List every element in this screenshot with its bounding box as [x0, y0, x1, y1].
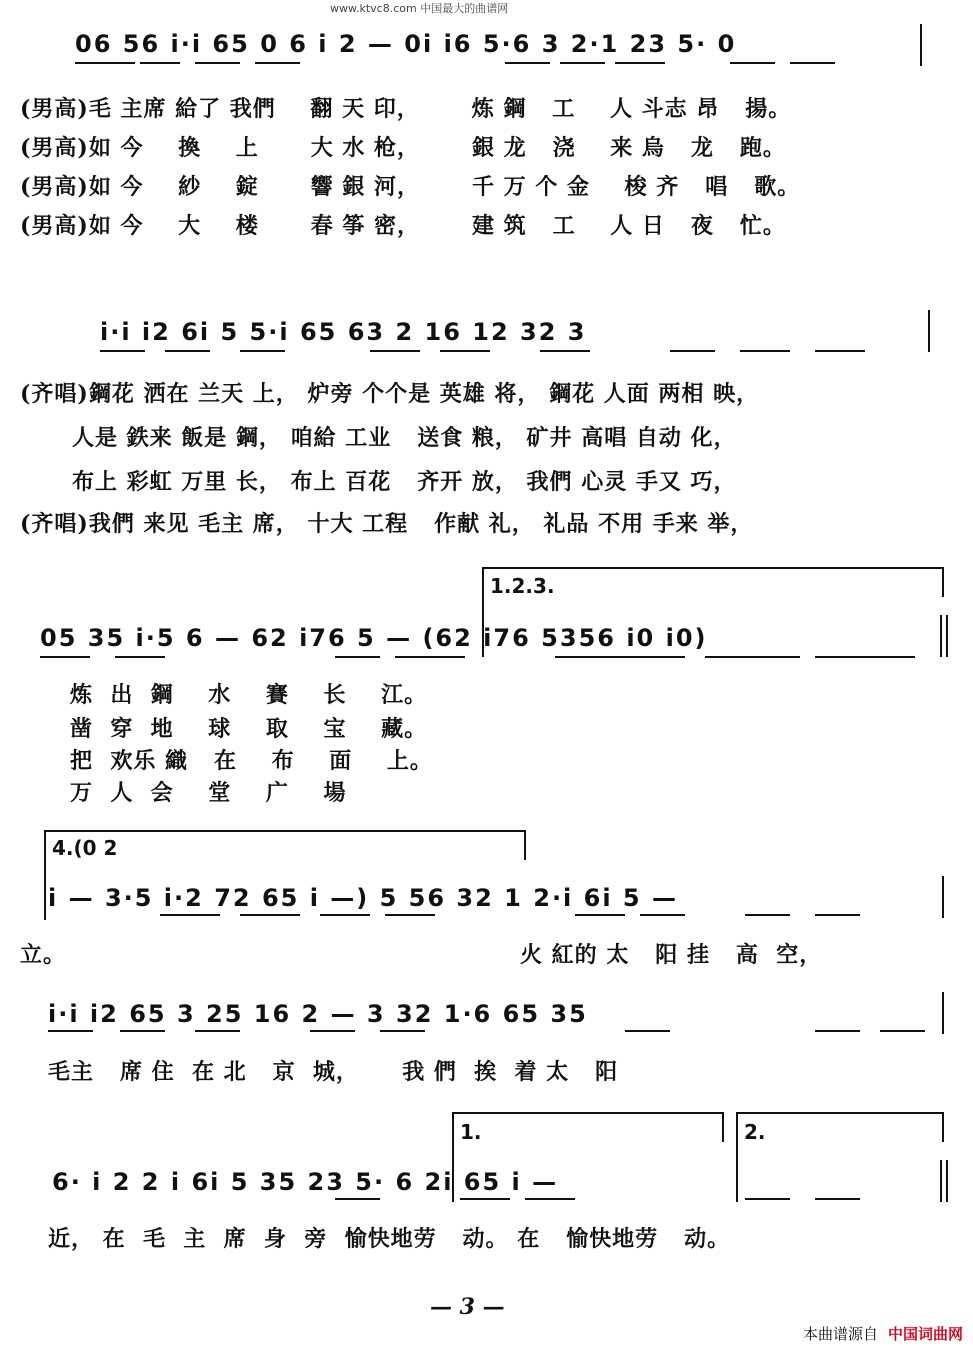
- barline: [946, 615, 948, 657]
- beam: [320, 914, 370, 916]
- beam: [48, 1030, 93, 1032]
- beam: [115, 656, 165, 658]
- beam: [555, 656, 685, 658]
- lyric-line: 万 人 会 堂 广 場: [70, 780, 347, 806]
- volta-bracket: [44, 830, 526, 832]
- lyric-line: (男高)如 今 換 上 大 水 枪， 銀 龙 浇 来 烏 龙 跑。: [20, 135, 786, 161]
- beam: [705, 656, 800, 658]
- beam: [460, 1198, 510, 1200]
- beam: [815, 1198, 860, 1200]
- beam: [560, 62, 605, 64]
- beam: [815, 914, 860, 916]
- beam: [615, 62, 665, 64]
- notation-row-6: 6· i 2 2 i 6i 5 35 23 5· 6 2i 65 i —: [52, 1168, 559, 1196]
- barline: [942, 992, 944, 1034]
- volta-bracket: [482, 567, 944, 569]
- beam: [75, 62, 135, 64]
- lyric-line: (男高)如 今 大 楼 春 筝 密， 建 筑 工 人 日 夜 忙。: [20, 213, 786, 239]
- lyric-line: (男高)如 今 紗 錠 響 銀 河， 千 万 个 金 梭 齐 唱 歌。: [20, 174, 801, 200]
- beam: [165, 350, 210, 352]
- beam: [815, 1030, 860, 1032]
- lyric-line: (齐唱)鋼花 洒在 兰天 上， 炉旁 个个是 英雄 将， 鋼花 人面 两相 映，: [20, 381, 760, 407]
- beam: [730, 62, 775, 64]
- beam: [815, 350, 865, 352]
- lyric-line: 毛主 席 住 在 北 京 城， 我 們 挨 着 太 阳: [48, 1059, 619, 1085]
- volta-bracket: [524, 830, 526, 860]
- beam: [815, 656, 915, 658]
- beam: [745, 914, 790, 916]
- site-brand[interactable]: 中国词曲网: [887, 1325, 963, 1343]
- barline: [940, 615, 942, 657]
- volta-bracket: [942, 1112, 944, 1142]
- beam: [240, 914, 300, 916]
- lyric-line: 把 欢乐 織 在 布 面 上。: [70, 748, 433, 774]
- beam: [525, 1198, 575, 1200]
- beam: [625, 1030, 670, 1032]
- beam: [385, 914, 435, 916]
- notation-row-3: 05 35 i·5 6 — 62 i76 5 — (62 i76 5356 i0 i0): [40, 624, 708, 652]
- beam: [255, 62, 300, 64]
- notation-row-4: i — 3·5 i·2 72 65 i —) 5 56 32 1 2·i 6i 5 —: [48, 884, 678, 912]
- beam: [790, 62, 835, 64]
- volta-bracket: [452, 1112, 724, 1114]
- beam: [240, 350, 285, 352]
- volta-label-1: 1.: [460, 1120, 482, 1144]
- volta-bracket: [736, 1112, 944, 1114]
- barline: [946, 1160, 948, 1202]
- beam: [140, 62, 180, 64]
- lyric-line: 布上 彩虹 万里 长， 布上 百花 齐开 放， 我們 心灵 手又 巧，: [20, 469, 737, 495]
- volta-label-4: 4.(0 2: [52, 836, 118, 860]
- notation-row-5: i·i i2 65 3 25 16 2 — 3 32 1·6 65 35: [48, 1000, 588, 1028]
- beam: [370, 350, 420, 352]
- volta-bracket: [722, 1112, 724, 1142]
- beam: [310, 1030, 355, 1032]
- volta-bracket: [942, 567, 944, 597]
- beam: [640, 914, 685, 916]
- lyric-left: 立。: [20, 942, 67, 968]
- beam: [335, 1198, 380, 1200]
- notation-row-2: i·i i2 6i 5 5·i 65 63 2 16 12 32 3: [100, 318, 587, 346]
- lyric-right: 火 紅的 太 阳 挂 高 空，: [520, 942, 823, 968]
- barline: [920, 24, 922, 66]
- beam: [100, 350, 145, 352]
- beam: [195, 62, 240, 64]
- volta-label-2: 2.: [744, 1120, 766, 1144]
- lyric-line: (齐唱)我們 来见 毛主 席， 十大 工程 作献 礼， 礼品 不用 手来 举，: [20, 511, 754, 537]
- beam: [880, 1030, 925, 1032]
- volta-bracket: [44, 830, 46, 920]
- barline: [940, 1160, 942, 1202]
- beam: [540, 350, 590, 352]
- volta-label-1-2-3: 1.2.3.: [490, 574, 555, 598]
- lyric-line: 炼 出 鋼 水 賽 长 江。: [70, 682, 428, 708]
- beam: [440, 350, 490, 352]
- beam: [575, 914, 625, 916]
- notation-row-1: 06 56 i·i 65 0 6 i 2 — 0i i6 5·6 3 2·1 23 5· 0: [75, 30, 737, 58]
- beam: [380, 1030, 425, 1032]
- barline: [928, 310, 930, 352]
- beam: [740, 350, 790, 352]
- beam: [505, 62, 550, 64]
- beam: [40, 656, 90, 658]
- volta-bracket: [736, 1112, 738, 1202]
- lyric-line: (男高)毛 主席 給了 我們 翻 天 印， 炼 鋼 工 人 斗志 昂 揚。: [20, 96, 792, 122]
- beam: [335, 656, 380, 658]
- footer-source-text: 本曲谱源自: [802, 1325, 878, 1343]
- lyric-line: 凿 穿 地 球 取 宝 藏。: [70, 716, 428, 742]
- beam: [120, 1030, 165, 1032]
- lyric-line: 近， 在 毛 主 席 身 旁 愉快地劳 动。 在 愉快地劳 动。: [48, 1226, 731, 1252]
- lyric-line: 人是 鉄来 飯是 鋼， 咱給 工业 送食 粮， 矿井 高唱 自动 化，: [20, 425, 737, 451]
- source-url: www.ktvc8.com 中国最大的曲谱网: [330, 2, 509, 15]
- beam: [670, 350, 715, 352]
- page-number: — 3 —: [430, 1294, 505, 1320]
- beam: [745, 1198, 790, 1200]
- beam: [160, 914, 220, 916]
- beam: [395, 656, 465, 658]
- barline: [942, 876, 944, 918]
- footer: [803, 1323, 963, 1344]
- beam: [195, 1030, 240, 1032]
